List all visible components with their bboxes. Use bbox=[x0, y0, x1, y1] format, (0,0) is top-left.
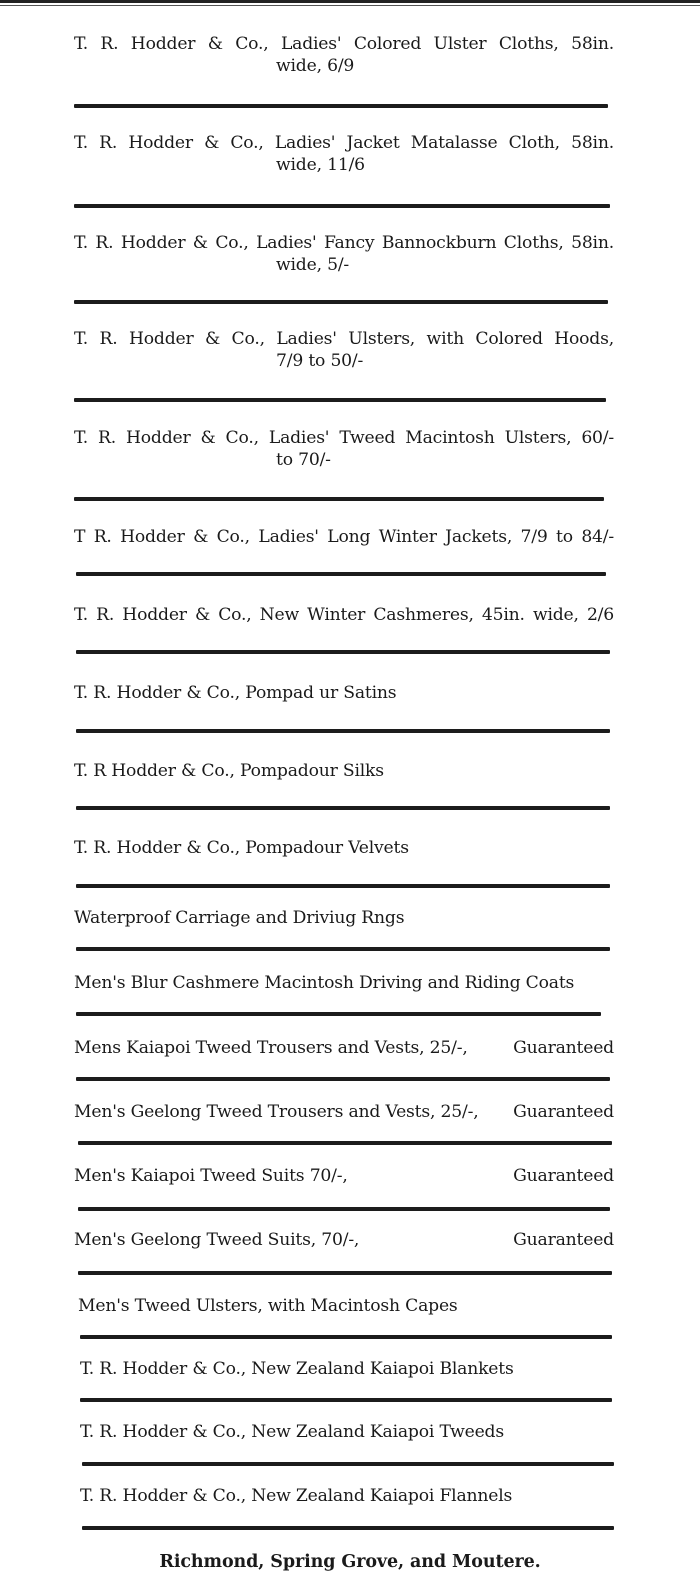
advertisement-entry bbox=[74, 682, 614, 704]
separator-rule bbox=[80, 1335, 612, 1339]
advertisement-entry bbox=[74, 526, 614, 548]
entry-text: T. R. Hodder & Co., Pompadour Velvets bbox=[74, 838, 409, 858]
entry-text: T. R. Hodder & Co., Pompad ur Satins bbox=[74, 683, 397, 703]
advertisement-entry bbox=[80, 1358, 620, 1380]
entry-text-continued: wide, 5/- bbox=[276, 255, 350, 275]
separator-rule bbox=[80, 1398, 612, 1402]
entry-text-continued: wide, 6/9 bbox=[276, 56, 355, 76]
separator-rule bbox=[76, 884, 610, 888]
entry-guarantee: Guaranteed bbox=[513, 1166, 614, 1186]
advertisement-entry bbox=[74, 760, 614, 782]
entry-text: T. R. Hodder & Co., Ladies' Colored Ulster Cloths, 58in. bbox=[74, 34, 614, 54]
entry-text: Men's Tweed Ulsters, with Macintosh Capes bbox=[78, 1296, 458, 1316]
separator-rule bbox=[74, 497, 604, 501]
advertisement-entry bbox=[80, 1421, 620, 1443]
advertisement-entry bbox=[74, 132, 614, 176]
advertisement-entry bbox=[74, 837, 614, 859]
entry-text: Men's Geelong Tweed Trousers and Vests, 25/-, bbox=[74, 1102, 479, 1122]
entry-text: T R. Hodder & Co., Ladies' Long Winter Jackets, 7/9 to 84/- bbox=[74, 527, 614, 547]
advertisement-entry bbox=[74, 33, 614, 77]
separator-rule bbox=[74, 300, 608, 304]
advertisement-entry bbox=[74, 1101, 614, 1123]
entry-text: T. R. Hodder & Co., New Winter Cashmeres, 45in. wide, 2/6 bbox=[74, 605, 614, 625]
entry-text: Men's Blur Cashmere Macintosh Driving and Riding Coats bbox=[74, 973, 575, 993]
separator-rule bbox=[76, 947, 610, 951]
advertisement-entry bbox=[74, 972, 614, 994]
separator-rule bbox=[74, 398, 606, 402]
separator-rule bbox=[74, 104, 608, 108]
separator-rule bbox=[76, 572, 606, 576]
entry-text: Men's Kaiapoi Tweed Suits 70/-, bbox=[74, 1166, 348, 1186]
advertisement-entry bbox=[74, 232, 614, 276]
top-border-rule-thin bbox=[0, 5, 700, 6]
entry-text: T. R. Hodder & Co., New Zealand Kaiapoi Blankets bbox=[80, 1359, 514, 1379]
separator-rule bbox=[78, 1207, 610, 1211]
top-border-rule bbox=[0, 0, 700, 3]
advertisement-entry bbox=[80, 1485, 620, 1507]
separator-rule bbox=[82, 1526, 614, 1530]
entry-text: T. R Hodder & Co., Pompadour Silks bbox=[74, 761, 384, 781]
advertisement-entry bbox=[74, 328, 614, 372]
entry-text: T. R. Hodder & Co., New Zealand Kaiapoi Tweeds bbox=[80, 1422, 504, 1442]
entry-guarantee: Guaranteed bbox=[513, 1102, 614, 1122]
entry-text: Men's Geelong Tweed Suits, 70/-, bbox=[74, 1230, 360, 1250]
separator-rule bbox=[76, 806, 610, 810]
advertisement-entry bbox=[74, 427, 614, 471]
entry-text: Mens Kaiapoi Tweed Trousers and Vests, 25/-, bbox=[74, 1038, 468, 1058]
footer-locations: Richmond, Spring Grove, and Moutere. bbox=[159, 1552, 541, 1572]
separator-rule bbox=[82, 1462, 614, 1466]
entry-text: T. R. Hodder & Co., New Zealand Kaiapoi Flannels bbox=[80, 1486, 513, 1506]
entry-text: Waterproof Carriage and Driviug Rngs bbox=[74, 908, 405, 928]
advertisement-entry bbox=[74, 604, 614, 626]
entry-text: T. R. Hodder & Co., Ladies' Fancy Bannockburn Cloths, 58in. bbox=[74, 233, 614, 253]
entry-guarantee: Guaranteed bbox=[513, 1230, 614, 1250]
separator-rule bbox=[78, 1271, 612, 1275]
separator-rule bbox=[76, 650, 610, 654]
separator-rule bbox=[74, 204, 610, 208]
entry-guarantee: Guaranteed bbox=[513, 1038, 614, 1058]
entry-text-continued: wide, 11/6 bbox=[276, 155, 365, 175]
advertisement-entry bbox=[74, 1229, 614, 1251]
separator-rule bbox=[78, 1141, 612, 1145]
entry-text-continued: to 70/- bbox=[276, 450, 331, 470]
separator-rule bbox=[76, 729, 610, 733]
entry-text: T. R. Hodder & Co., Ladies' Jacket Matalasse Cloth, 58in. bbox=[74, 133, 614, 153]
separator-rule bbox=[76, 1077, 610, 1081]
advertisement-entry bbox=[74, 1165, 614, 1187]
advertisement-entry bbox=[74, 1037, 614, 1059]
advertisement-entry bbox=[78, 1295, 618, 1317]
entry-text-continued: 7/9 to 50/- bbox=[276, 351, 364, 371]
advertisement-entry bbox=[74, 907, 614, 929]
entry-text: T. R. Hodder & Co., Ladies' Tweed Macintosh Ulsters, 60/- bbox=[74, 428, 614, 448]
entry-text: T. R. Hodder & Co., Ladies' Ulsters, with Colored Hoods, bbox=[74, 329, 614, 349]
separator-rule bbox=[76, 1012, 601, 1016]
